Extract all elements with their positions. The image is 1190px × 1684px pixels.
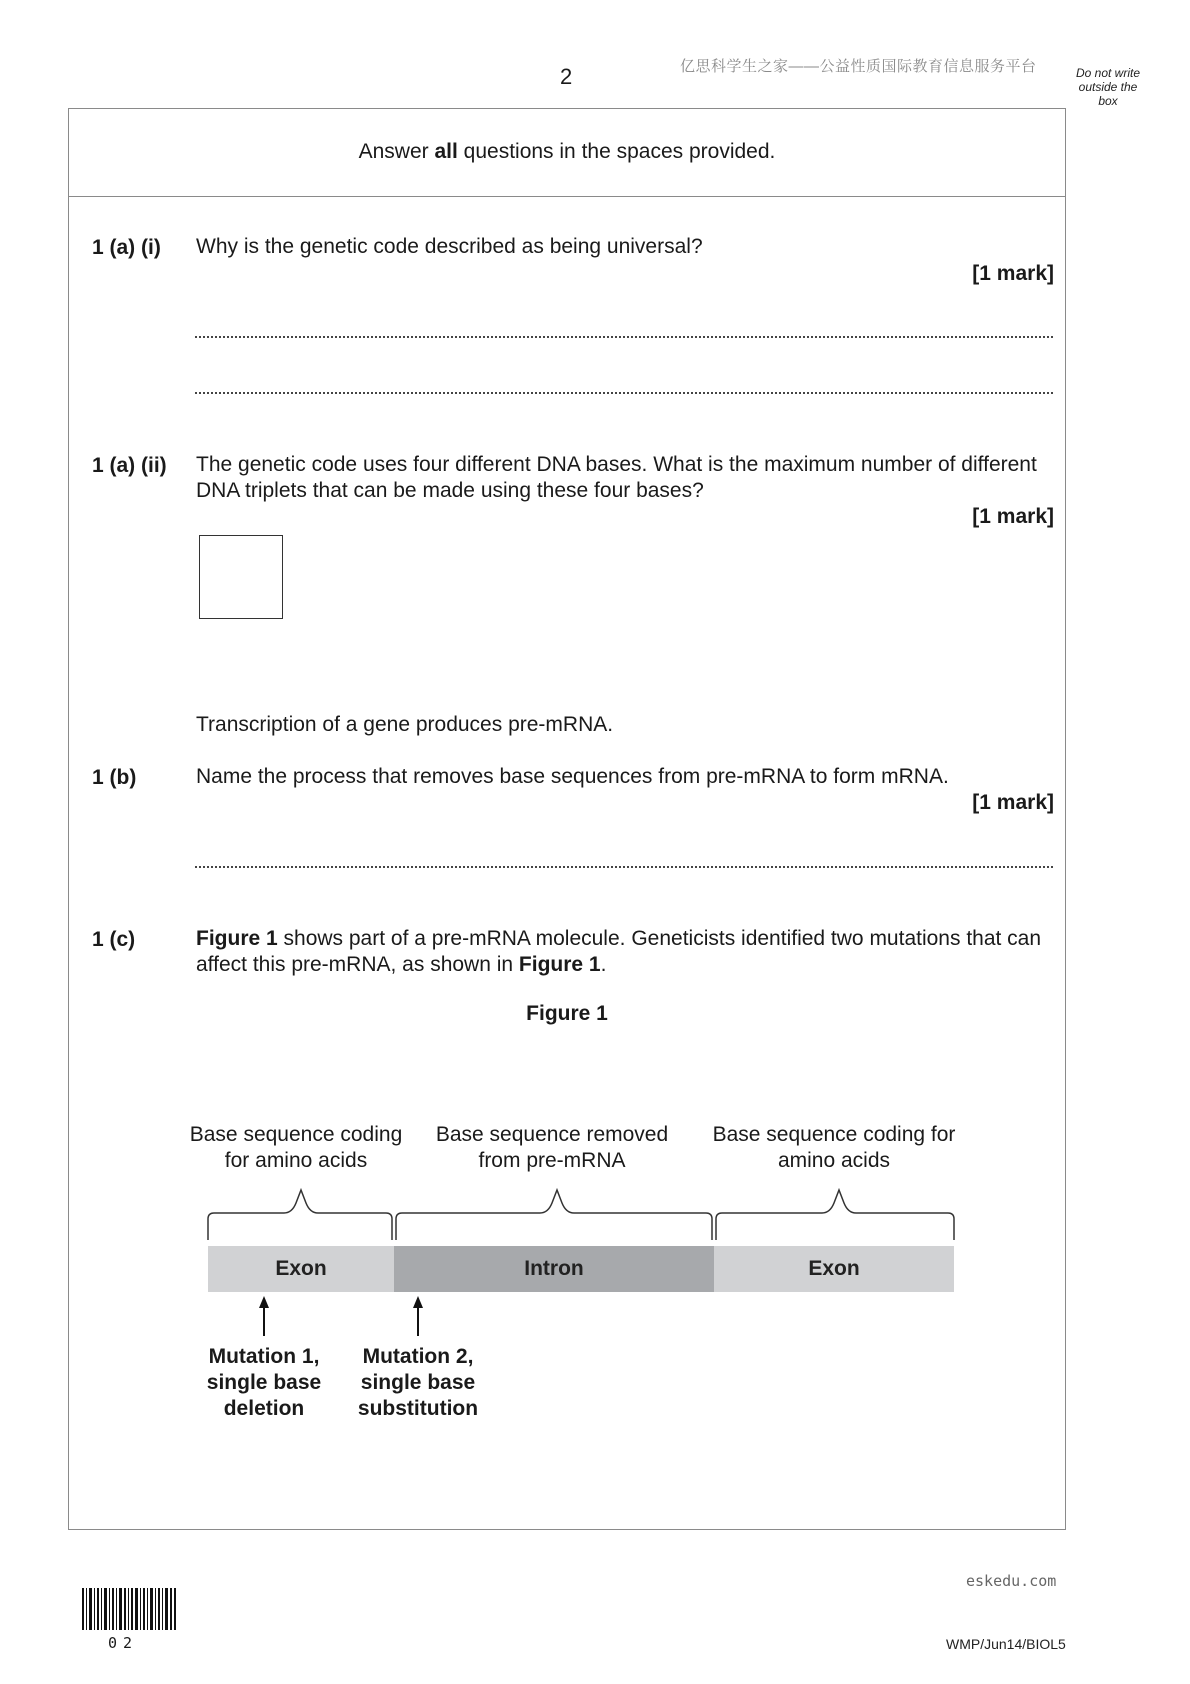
brace-label-exon-right: Base sequence coding for amino acids (712, 1123, 956, 1172)
paper-code: WMP/Jun14/BIOL5 (946, 1636, 1066, 1652)
context-text-b: Transcription of a gene produces pre-mRNA. (196, 713, 614, 736)
question-text-1aii: The genetic code uses four different DNA bases. What is the maximum number of different DNA triplets that can be made using these four bases? (196, 453, 1037, 502)
exon-segment-left: Exon (208, 1246, 394, 1292)
mutation-1-arrow-head (259, 1296, 269, 1308)
question-number-1c: 1 (c) (92, 928, 136, 951)
exon-segment-right: Exon (714, 1246, 954, 1292)
question-text-1ai: Why is the genetic code described as being universal? (196, 235, 703, 258)
instruction-post: questions in the spaces provided. (457, 140, 776, 163)
instruction-bold: all (434, 140, 458, 163)
brace-left (208, 1190, 392, 1240)
question-text-1c-part1: shows part of a pre-mRNA molecule. Geneticists identified two mutations that can affect this pre-mRNA, as shown in (196, 927, 1042, 976)
question-text-1c-part2: . (600, 953, 607, 976)
brace-label-exon-left: Base sequence coding for amino acids (189, 1123, 403, 1172)
brace-right (716, 1190, 954, 1240)
watermark-text: 亿思科学生之家——公益性质国际教育信息服务平台 (680, 58, 1037, 75)
figure-title: Figure 1 (526, 1002, 608, 1025)
marks-1b: [1 mark] (972, 791, 1054, 814)
barcode-number: 02 (108, 1634, 139, 1652)
question-text-1b: Name the process that removes base sequences from pre-mRNA to form mRNA. (196, 765, 949, 788)
brace-label-intron: Base sequence removed from pre-mRNA (435, 1123, 669, 1172)
intron-segment: Intron (394, 1246, 714, 1292)
mutation-1-label: Mutation 1, single base deletion (206, 1345, 322, 1420)
figure-ref-1: Figure 1 (196, 927, 278, 950)
marks-1ai: [1 mark] (972, 262, 1054, 285)
mutation-2-label: Mutation 2, single base substitution (357, 1345, 479, 1420)
margin-note: Do not write outside the box (1075, 66, 1141, 108)
instruction-pre: Answer (358, 140, 435, 163)
marks-1aii: [1 mark] (972, 505, 1054, 528)
page-number: 2 (560, 64, 573, 89)
brace-middle (396, 1190, 712, 1240)
footer-site: eskedu.com (966, 1572, 1057, 1590)
barcode-icon (82, 1588, 178, 1630)
figure-ref-2: Figure 1 (518, 953, 601, 976)
question-number-1ai: 1 (a) (i) (92, 236, 161, 259)
mutation-2-arrow-head (413, 1296, 423, 1308)
question-number-1b: 1 (b) (92, 766, 137, 789)
question-number-1aii: 1 (a) (ii) (92, 454, 167, 477)
